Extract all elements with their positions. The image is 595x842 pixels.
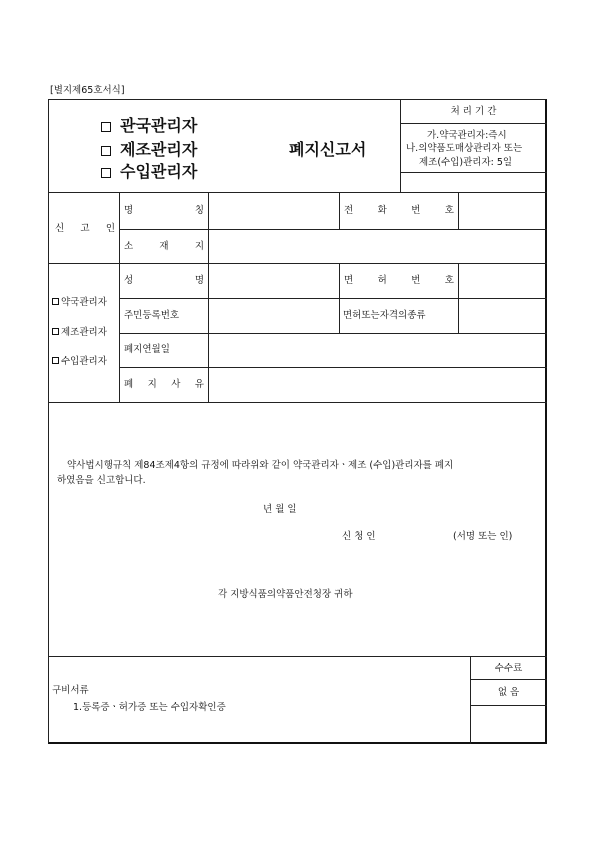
closure-reason-label: 폐 지 사 유: [124, 379, 204, 390]
processing-line-3: 제조(수입)관리자: 5일: [419, 157, 513, 168]
signature-label: (서명 또는 인): [453, 531, 513, 542]
processing-line-2: 나.의약품도매상관리자 또는: [406, 143, 523, 154]
license-number-label: 면 허 번 호: [344, 275, 454, 286]
form-number: [별지제65호서식]: [50, 85, 125, 96]
mgr-check-import[interactable]: 수입관리자: [52, 357, 107, 367]
statement-line-2: 하였음을 신고합니다.: [57, 475, 146, 486]
mgr-check-manufacturing[interactable]: 제조관리자: [52, 328, 107, 338]
form-title: 폐지신고서: [289, 140, 367, 159]
applicant-label: 신 청 인: [342, 531, 376, 542]
phone-label: 전 화 번 호: [344, 205, 454, 216]
type-label: 제조관리자: [120, 140, 198, 159]
license-type-label: 면허또는자격의종류: [343, 310, 426, 321]
closure-date-label: 폐지연월일: [124, 344, 170, 355]
fee-value: 없 음: [497, 687, 520, 698]
documents-label: 구비서류: [52, 685, 89, 696]
reporter-label: 신 고 인: [55, 223, 115, 234]
type-checkbox-pharmacy[interactable]: [101, 118, 197, 134]
type-label: 수입관리자: [120, 162, 198, 181]
type-checkbox-manufacturing[interactable]: [101, 142, 197, 158]
rrn-field[interactable]: [209, 299, 338, 332]
name-label: 명 칭: [124, 205, 204, 216]
rrn-label: 주민등록번호: [124, 310, 180, 321]
processing-line-1: 가.약국관리자:즉시: [427, 130, 507, 141]
closure-date-field[interactable]: [209, 334, 545, 366]
address-label: 소 재 지: [124, 241, 204, 252]
documents-item-1: 1.등록증ㆍ허가증 또는 수입자확인증: [73, 702, 226, 713]
manager-name-label: 성 명: [124, 275, 204, 286]
license-type-field[interactable]: [459, 299, 545, 332]
processing-header: 처 리 기 간: [450, 106, 497, 117]
fee-label: 수수료: [494, 663, 523, 674]
statement-line-1: 약사법시행규칙 제84조제4항의 규정에 따라위와 같이 약국관리자ㆍ제조 (수입)관리자를 폐지: [67, 460, 454, 471]
reporter-address-field[interactable]: [209, 230, 545, 262]
type-checkbox-import[interactable]: [101, 164, 197, 180]
reporter-name-field[interactable]: [209, 193, 338, 228]
closure-reason-field[interactable]: [209, 368, 545, 401]
mgr-check-pharmacy[interactable]: 약국관리자: [52, 298, 107, 308]
recipient: 각 지방식품의약품안전청장 귀하: [218, 589, 353, 600]
date-line: 년 월 일: [263, 504, 297, 515]
type-label: 관국관리자: [120, 116, 198, 135]
license-number-field[interactable]: [459, 264, 545, 297]
manager-name-field[interactable]: [209, 264, 338, 297]
reporter-phone-field[interactable]: [459, 193, 545, 228]
